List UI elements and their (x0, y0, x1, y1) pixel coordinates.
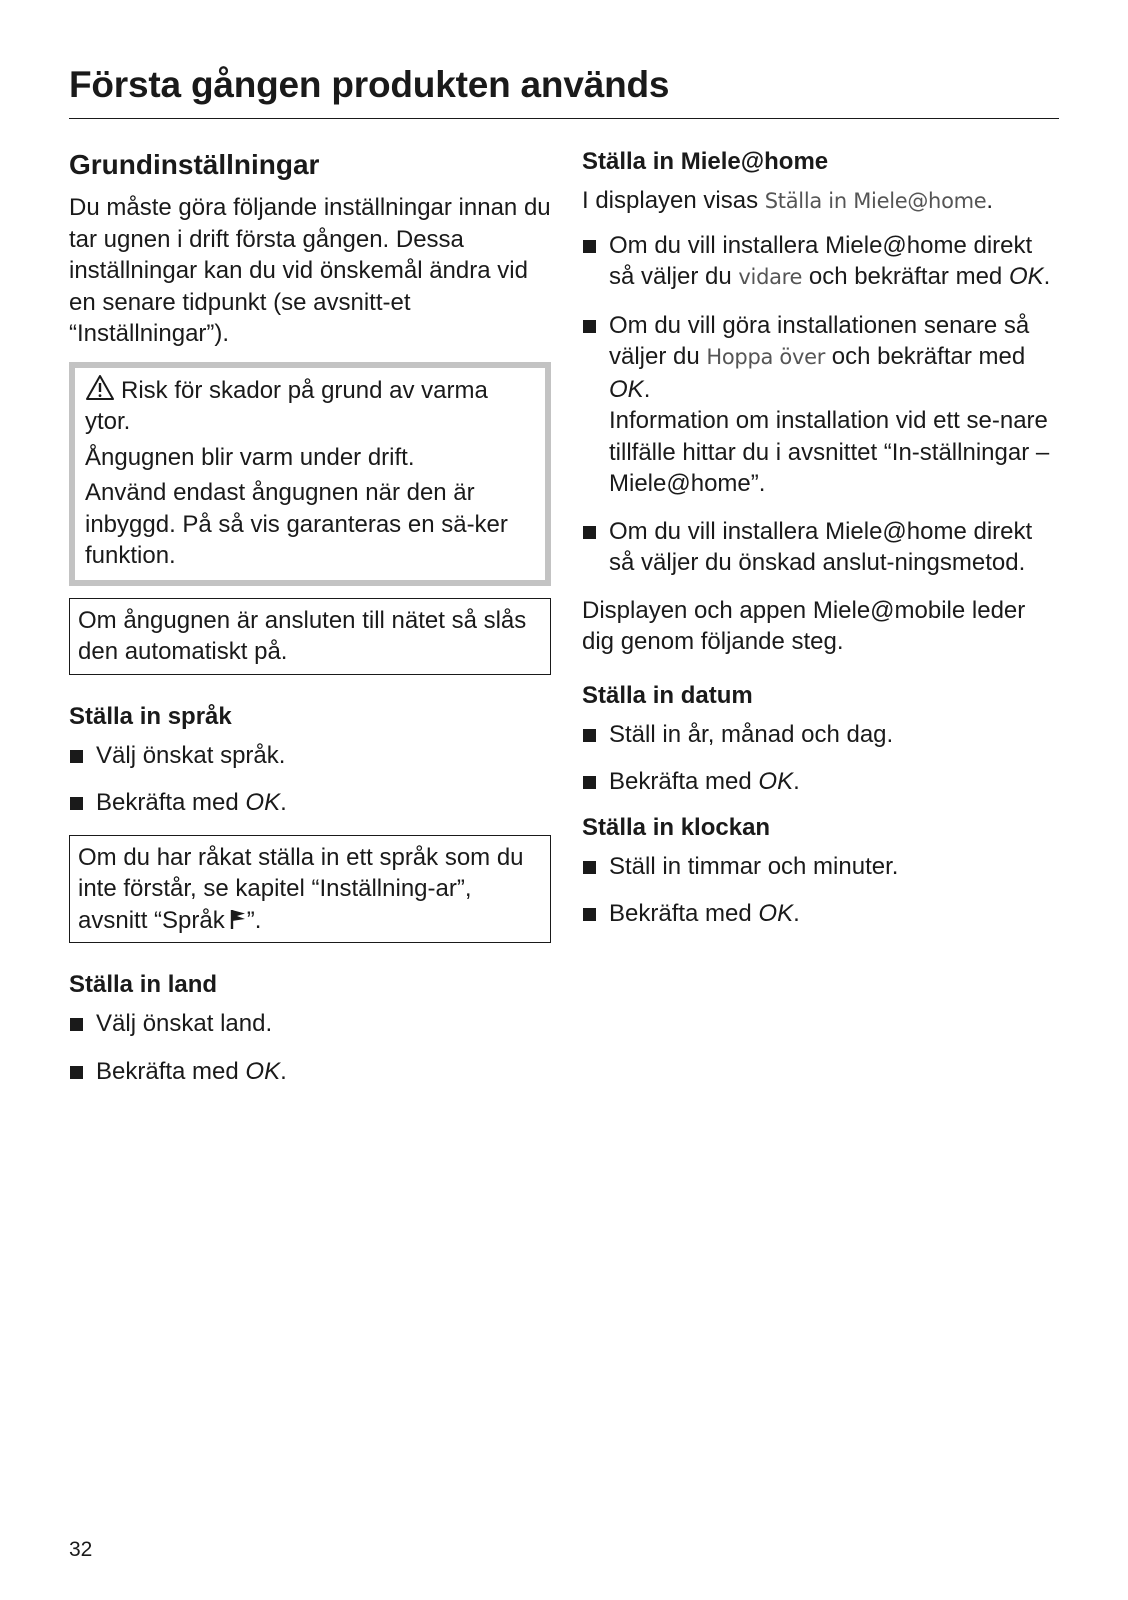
bullet-text-suffix: . (1043, 263, 1051, 290)
bullet-square-icon (70, 797, 83, 810)
ok-key-label: OK (609, 375, 644, 403)
bullet-text (609, 766, 1062, 798)
heading-language: Ställa in språk (69, 702, 232, 730)
bullet-square-icon (70, 750, 83, 763)
note-language (69, 835, 551, 944)
warning-line-1: Ångugnen blir varm under drift. (85, 443, 415, 471)
bullet-text: Om du vill installera Miele@home direkt så väljer du önskad anslut-ningsmetod. (609, 517, 1033, 576)
display-text: Ställa in Miele@home (764, 189, 987, 213)
bullet-text-prefix: Bekräfta med (96, 789, 246, 816)
list-item (582, 516, 1062, 579)
note-auto-on (69, 598, 551, 675)
warning-box (69, 362, 551, 586)
display-paragraph (582, 185, 1062, 218)
bullet-square-icon (583, 908, 596, 921)
bullet-text-suffix: . (643, 375, 651, 403)
intro-paragraph: Du måste göra följande inställningar innan du tar ugnen i drift första gången. Dessa inställningar kan du vid önskemål ändra vid en senare tidpunkt (se avsnitt-et “Inställningar”). (69, 194, 551, 347)
warning-title-text: Risk för skador på grund av varma ytor. (85, 376, 488, 435)
bullet-text (96, 787, 551, 819)
bullet-text (609, 898, 1062, 930)
bullet-text-prefix: Bekräfta med (609, 900, 759, 927)
bullet-text (609, 310, 1062, 500)
list-item (69, 787, 551, 819)
ok-key-label: OK (245, 1057, 281, 1085)
list-item (582, 719, 1062, 751)
ok-key-label: OK (245, 789, 281, 816)
display-suffix: . (986, 187, 994, 214)
section-title: Grundinställningar (69, 149, 320, 180)
page-number: 32 (69, 1538, 93, 1561)
bullet-text: Välj önskat språk. (96, 741, 286, 769)
outro-paragraph: Displayen och appen Miele@mobile leder dig genom följande steg. (582, 596, 1026, 655)
note-language-text (78, 842, 543, 937)
left-column (69, 146, 551, 1103)
page-title: Första gången produkten används (69, 64, 670, 105)
note-language-body: Om du har råkat ställa in ett språk som du inte förstår, se kapitel “Inställning-ar”, avsnitt “Språk (78, 843, 524, 934)
bullet-text-suffix: . (793, 900, 800, 927)
bullet-text-mid: och bekräftar med (825, 343, 1026, 370)
bullet-text: Välj önskat land. (96, 1010, 273, 1037)
list-item (69, 1008, 551, 1040)
right-column (582, 146, 1062, 946)
note-auto-on-text: Om ångugnen är ansluten till nätet så slås den automatiskt på. (78, 606, 527, 665)
heading-date: Ställa in datum (582, 681, 753, 709)
ok-key-label: OK (758, 900, 794, 927)
bullet-square-icon (583, 240, 596, 253)
note-language-end: ”. (246, 906, 262, 934)
ok-key-label: OK (1008, 263, 1044, 290)
bullet-text-prefix: Om du vill göra installationen senare så väljer du (609, 311, 1030, 370)
bullet-square-icon (70, 1018, 83, 1031)
list-item (582, 310, 1062, 500)
bullet-text: Ställ in år, månad och dag. (609, 720, 894, 748)
list-item (582, 898, 1062, 930)
heading-country: Ställa in land (69, 971, 218, 998)
bullet-square-icon (583, 861, 596, 874)
bullet-text (96, 1056, 551, 1088)
warning-title (85, 374, 535, 438)
bullet-text-suffix: . (793, 768, 800, 795)
title-divider (69, 118, 1059, 119)
heading-clock: Ställa in klockan (582, 813, 771, 841)
bullet-square-icon (583, 526, 596, 539)
display-prefix: I displayen visas (582, 187, 765, 214)
heading-miele-home: Ställa in Miele@home (582, 148, 829, 175)
list-item (582, 766, 1062, 798)
display-option-vidare: vidare (738, 265, 803, 289)
list-item (582, 230, 1062, 294)
bullet-square-icon (583, 729, 596, 742)
bullet-text-prefix: Bekräfta med (609, 768, 759, 795)
bullet-square-icon (583, 320, 596, 333)
warning-triangle-icon (85, 374, 115, 401)
bullet-text (609, 230, 1062, 294)
list-item (69, 740, 551, 772)
bullet-text-prefix: Om du vill installera Miele@home direkt så väljer du (609, 231, 1033, 290)
ok-key-label: OK (758, 768, 794, 795)
flag-icon (229, 908, 247, 930)
bullet-square-icon (583, 776, 596, 789)
bullet-text-suffix: . (280, 1057, 287, 1085)
bullet-text-prefix: Bekräfta med (96, 1057, 246, 1085)
list-item (69, 1056, 551, 1088)
bullet-text-mid: och bekräftar med (802, 263, 1009, 290)
bullet-text-suffix: . (280, 789, 287, 816)
bullet-square-icon (70, 1066, 83, 1079)
bullet-text: Ställ in timmar och minuter. (609, 852, 899, 880)
bullet-info: Information om installation vid ett se-nare tillfälle hittar du i avsnittet “In-ställningar – Miele@home”. (609, 407, 1050, 497)
list-item (582, 851, 1062, 883)
display-option-hoppa-over: Hoppa över (706, 345, 826, 369)
warning-line-2: Använd endast ångugnen när den är inbyggd. På så vis garanteras en sä-ker funktion. (85, 479, 508, 569)
